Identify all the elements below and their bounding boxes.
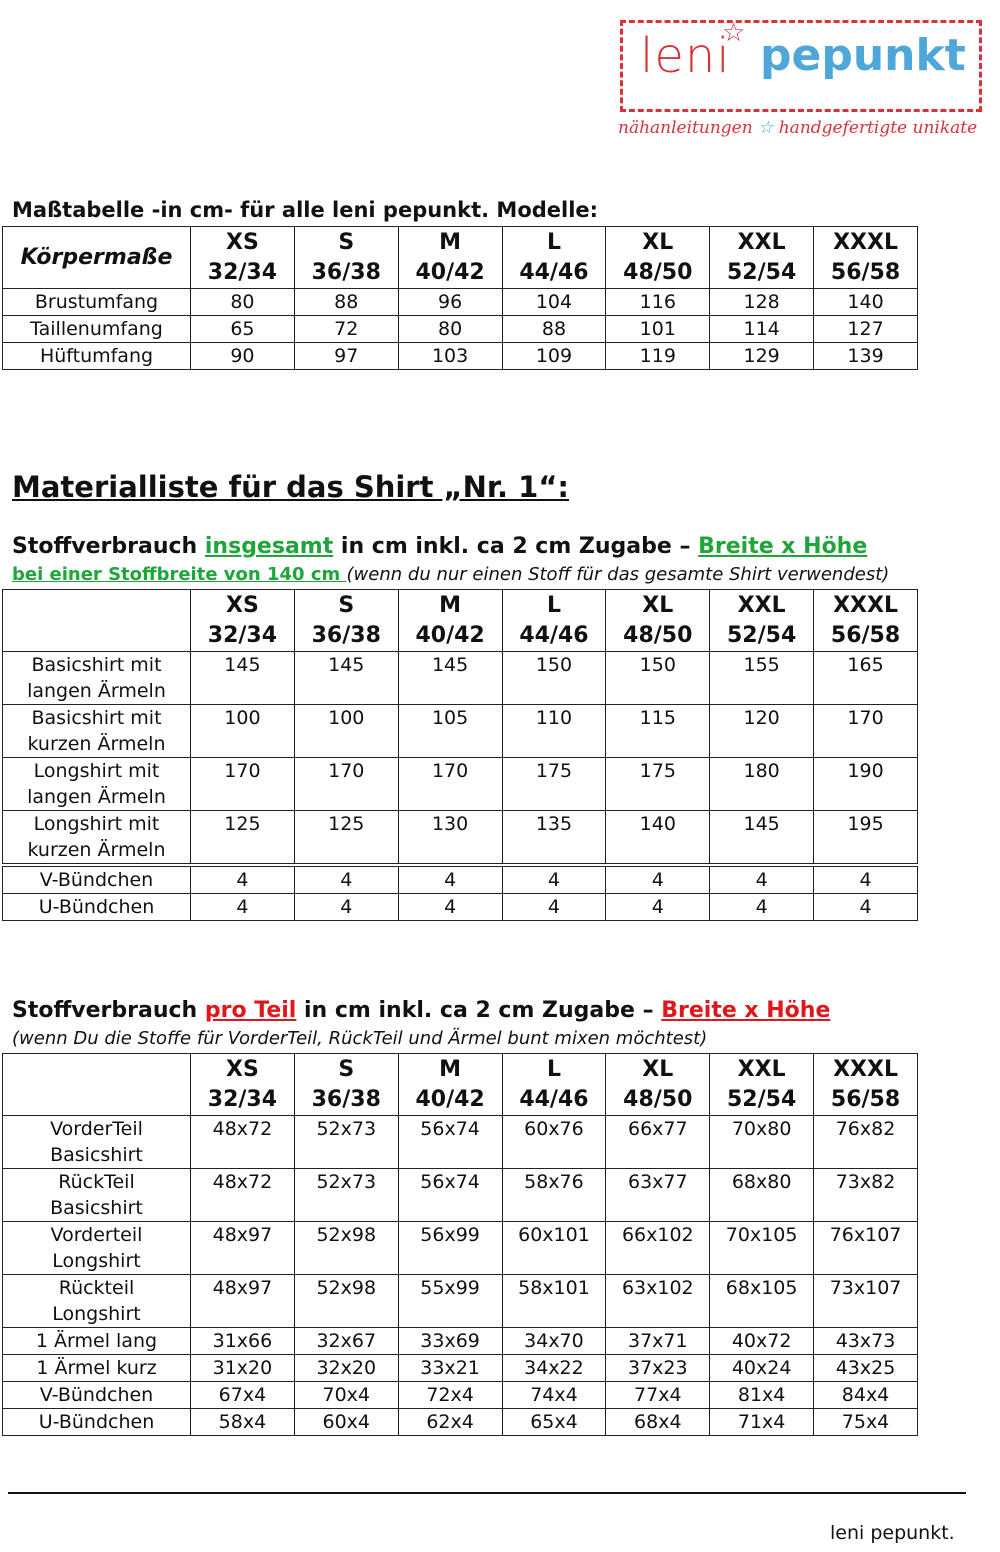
cell-value: 125 bbox=[191, 811, 295, 866]
size-header bbox=[814, 227, 918, 289]
total-sub-a: bei einer Stoffbreite von 140 cm bbox=[12, 564, 347, 585]
size-number: 40/42 bbox=[415, 259, 485, 285]
cell-value: 80 bbox=[398, 316, 502, 343]
table-row bbox=[3, 1222, 918, 1275]
cell-value: 165 bbox=[814, 652, 918, 705]
cell-value: 76x107 bbox=[814, 1222, 918, 1275]
footer-rule bbox=[8, 1492, 966, 1494]
size-letter: S bbox=[338, 592, 355, 618]
size-header bbox=[606, 1054, 710, 1116]
logo-leni: leni bbox=[640, 28, 731, 84]
cell-value: 127 bbox=[814, 316, 918, 343]
cell-value: 31x20 bbox=[191, 1355, 295, 1382]
size-header bbox=[606, 227, 710, 289]
cell-value: 62x4 bbox=[398, 1409, 502, 1436]
cell-value: 116 bbox=[606, 289, 710, 316]
measure-table bbox=[2, 226, 918, 370]
row-label-line: langen Ärmeln bbox=[27, 786, 166, 808]
row-label bbox=[3, 865, 191, 894]
cell-value: 40x24 bbox=[710, 1355, 814, 1382]
cell-value: 71x4 bbox=[710, 1409, 814, 1436]
size-number: 48/50 bbox=[623, 1086, 693, 1112]
total-title-c: in cm inkl. ca 2 cm Zugabe – bbox=[333, 534, 699, 559]
cell-value: 37x23 bbox=[606, 1355, 710, 1382]
row-label-line: V-Bündchen bbox=[39, 869, 154, 891]
cell-value: 103 bbox=[398, 343, 502, 370]
cell-value: 4 bbox=[606, 865, 710, 894]
table-row bbox=[3, 1275, 918, 1328]
cell-value: 76x82 bbox=[814, 1116, 918, 1169]
cell-value: 70x4 bbox=[294, 1382, 398, 1409]
total-title-b: insgesamt bbox=[204, 534, 334, 559]
cell-value: 4 bbox=[814, 894, 918, 921]
star-icon: ☆ bbox=[722, 18, 746, 48]
size-number: 56/58 bbox=[830, 1086, 901, 1112]
table-row bbox=[3, 705, 918, 758]
corner-label: Körpermaße bbox=[3, 227, 191, 289]
row-label-line: Rückteil bbox=[58, 1277, 135, 1299]
size-number: 32/34 bbox=[207, 622, 278, 648]
cell-value: 68x4 bbox=[606, 1409, 710, 1436]
size-number: 44/46 bbox=[519, 1086, 589, 1112]
size-letter: XXL bbox=[737, 1056, 786, 1082]
size-letter: XL bbox=[642, 229, 674, 255]
size-header bbox=[710, 590, 814, 652]
total-sub-b: (wenn du nur einen Stoff für das gesamte Shirt verwendest) bbox=[346, 564, 890, 585]
row-label bbox=[3, 1169, 191, 1222]
cell-value: 63x77 bbox=[606, 1169, 710, 1222]
size-number: 48/50 bbox=[623, 259, 693, 285]
cell-value: 129 bbox=[710, 343, 814, 370]
row-label bbox=[3, 316, 191, 343]
row-label-line: Taillenumfang bbox=[30, 318, 163, 340]
row-label-line: Longshirt mit bbox=[33, 813, 160, 835]
size-header bbox=[191, 590, 295, 652]
size-number: 52/54 bbox=[727, 1086, 797, 1112]
row-label bbox=[3, 1382, 191, 1409]
table-row bbox=[3, 343, 918, 370]
cell-value: 68x80 bbox=[710, 1169, 814, 1222]
table-row bbox=[3, 1355, 918, 1382]
cell-value: 33x21 bbox=[398, 1355, 502, 1382]
size-letter: S bbox=[338, 229, 355, 255]
size-header bbox=[502, 1054, 606, 1116]
size-number: 36/38 bbox=[311, 259, 381, 285]
row-label-line: 1 Ärmel lang bbox=[35, 1330, 158, 1352]
cell-value: 43x25 bbox=[814, 1355, 918, 1382]
size-number: 44/46 bbox=[519, 622, 589, 648]
cell-value: 128 bbox=[710, 289, 814, 316]
cell-value: 4 bbox=[710, 894, 814, 921]
size-letter: XS bbox=[226, 592, 259, 618]
table-row bbox=[3, 1169, 918, 1222]
cell-value: 170 bbox=[398, 758, 502, 811]
cell-value: 48x97 bbox=[191, 1275, 295, 1328]
size-header bbox=[398, 227, 502, 289]
size-number: 52/54 bbox=[727, 622, 797, 648]
cell-value: 80 bbox=[191, 289, 295, 316]
cell-value: 52x73 bbox=[294, 1169, 398, 1222]
size-letter: XXL bbox=[737, 592, 786, 618]
table-row bbox=[3, 758, 918, 811]
cell-value: 43x73 bbox=[814, 1328, 918, 1355]
cell-value: 73x107 bbox=[814, 1275, 918, 1328]
size-number: 36/38 bbox=[311, 1086, 381, 1112]
cell-value: 48x72 bbox=[191, 1116, 295, 1169]
cell-value: 145 bbox=[294, 652, 398, 705]
cell-value: 48x72 bbox=[191, 1169, 295, 1222]
size-number: 40/42 bbox=[415, 622, 485, 648]
cell-value: 4 bbox=[398, 894, 502, 921]
row-label-line: Longshirt bbox=[52, 1303, 141, 1325]
table-row bbox=[3, 316, 918, 343]
cell-value: 56x99 bbox=[398, 1222, 502, 1275]
row-label bbox=[3, 811, 191, 866]
row-label-line: Basicshirt bbox=[50, 1197, 143, 1219]
cell-value: 110 bbox=[502, 705, 606, 758]
cell-value: 170 bbox=[294, 758, 398, 811]
table-row bbox=[3, 652, 918, 705]
cell-value: 135 bbox=[502, 811, 606, 866]
cell-value: 155 bbox=[710, 652, 814, 705]
cell-value: 4 bbox=[502, 865, 606, 894]
row-label-line: VorderTeil bbox=[50, 1118, 143, 1140]
size-letter: XXXL bbox=[833, 229, 898, 255]
cell-value: 77x4 bbox=[606, 1382, 710, 1409]
cell-value: 72x4 bbox=[398, 1382, 502, 1409]
row-label-line: RückTeil bbox=[58, 1171, 135, 1193]
cell-value: 73x82 bbox=[814, 1169, 918, 1222]
cell-value: 84x4 bbox=[814, 1382, 918, 1409]
size-header bbox=[294, 590, 398, 652]
cell-value: 120 bbox=[710, 705, 814, 758]
size-header bbox=[710, 1054, 814, 1116]
cell-value: 4 bbox=[191, 894, 295, 921]
star-icon: ☆ bbox=[758, 118, 774, 138]
size-number: 48/50 bbox=[623, 622, 693, 648]
table-row bbox=[3, 894, 918, 921]
row-label-line: kurzen Ärmeln bbox=[27, 839, 166, 861]
size-letter: L bbox=[546, 1056, 561, 1082]
cell-value: 119 bbox=[606, 343, 710, 370]
cell-value: 31x66 bbox=[191, 1328, 295, 1355]
cell-value: 109 bbox=[502, 343, 606, 370]
total-title-a: Stoffverbrauch bbox=[12, 534, 205, 559]
cell-value: 145 bbox=[398, 652, 502, 705]
row-label-line: Basicshirt bbox=[50, 1144, 143, 1166]
row-label bbox=[3, 1409, 191, 1436]
part-title bbox=[12, 998, 830, 1023]
footer-brand: leni pepunkt. bbox=[830, 1522, 955, 1544]
total-title bbox=[12, 534, 867, 559]
row-label-line: Longshirt mit bbox=[33, 760, 160, 782]
cell-value: 4 bbox=[710, 865, 814, 894]
row-label bbox=[3, 1222, 191, 1275]
cell-value: 52x98 bbox=[294, 1222, 398, 1275]
row-label bbox=[3, 758, 191, 811]
size-number: 32/34 bbox=[207, 259, 278, 285]
material-title: Materialliste für das Shirt „Nr. 1“: bbox=[12, 470, 570, 504]
cell-value: 55x99 bbox=[398, 1275, 502, 1328]
cell-value: 58x4 bbox=[191, 1409, 295, 1436]
size-header bbox=[814, 590, 918, 652]
cell-value: 101 bbox=[606, 316, 710, 343]
size-letter: XL bbox=[642, 1056, 674, 1082]
row-label bbox=[3, 705, 191, 758]
cell-value: 81x4 bbox=[710, 1382, 814, 1409]
cell-value: 4 bbox=[606, 894, 710, 921]
cell-value: 74x4 bbox=[502, 1382, 606, 1409]
cell-value: 175 bbox=[606, 758, 710, 811]
corner-empty bbox=[3, 590, 191, 652]
row-label bbox=[3, 343, 191, 370]
cell-value: 100 bbox=[294, 705, 398, 758]
part-title-a: Stoffverbrauch bbox=[12, 998, 205, 1023]
cell-value: 66x77 bbox=[606, 1116, 710, 1169]
size-number: 36/38 bbox=[311, 622, 381, 648]
size-number: 56/58 bbox=[830, 259, 901, 285]
cell-value: 88 bbox=[294, 289, 398, 316]
cell-value: 52x98 bbox=[294, 1275, 398, 1328]
size-header bbox=[294, 1054, 398, 1116]
cell-value: 58x76 bbox=[502, 1169, 606, 1222]
row-label-line: 1 Ärmel kurz bbox=[36, 1357, 157, 1379]
size-header bbox=[502, 227, 606, 289]
cell-value: 40x72 bbox=[710, 1328, 814, 1355]
cell-value: 70x80 bbox=[710, 1116, 814, 1169]
cell-value: 52x73 bbox=[294, 1116, 398, 1169]
table-row bbox=[3, 1116, 918, 1169]
size-header bbox=[710, 227, 814, 289]
cell-value: 63x102 bbox=[606, 1275, 710, 1328]
cell-value: 56x74 bbox=[398, 1169, 502, 1222]
total-table bbox=[2, 589, 918, 921]
row-label-line: Longshirt bbox=[52, 1250, 141, 1272]
cell-value: 140 bbox=[814, 289, 918, 316]
cell-value: 75x4 bbox=[814, 1409, 918, 1436]
cell-value: 56x74 bbox=[398, 1116, 502, 1169]
cell-value: 48x97 bbox=[191, 1222, 295, 1275]
cell-value: 34x22 bbox=[502, 1355, 606, 1382]
size-number: 40/42 bbox=[415, 1086, 485, 1112]
corner-empty bbox=[3, 1054, 191, 1116]
row-label-line: kurzen Ärmeln bbox=[27, 733, 166, 755]
size-letter: XXXL bbox=[833, 1056, 898, 1082]
cell-value: 60x76 bbox=[502, 1116, 606, 1169]
tagline-right: handgefertigte unikate bbox=[778, 118, 978, 138]
row-label-line: Hüftumfang bbox=[39, 345, 154, 367]
cell-value: 32x67 bbox=[294, 1328, 398, 1355]
size-header bbox=[294, 227, 398, 289]
table-row bbox=[3, 865, 918, 894]
row-label bbox=[3, 1355, 191, 1382]
cell-value: 125 bbox=[294, 811, 398, 866]
cell-value: 96 bbox=[398, 289, 502, 316]
size-header bbox=[398, 1054, 502, 1116]
size-header bbox=[191, 1054, 295, 1116]
row-label-line: Vorderteil bbox=[50, 1224, 143, 1246]
cell-value: 97 bbox=[294, 343, 398, 370]
size-letter: L bbox=[546, 592, 561, 618]
size-header bbox=[814, 1054, 918, 1116]
table-row bbox=[3, 1382, 918, 1409]
cell-value: 4 bbox=[814, 865, 918, 894]
size-number: 44/46 bbox=[519, 259, 589, 285]
size-header bbox=[398, 590, 502, 652]
cell-value: 72 bbox=[294, 316, 398, 343]
cell-value: 145 bbox=[191, 652, 295, 705]
cell-value: 32x20 bbox=[294, 1355, 398, 1382]
size-header bbox=[606, 590, 710, 652]
cell-value: 100 bbox=[191, 705, 295, 758]
row-label bbox=[3, 1275, 191, 1328]
row-label bbox=[3, 289, 191, 316]
total-title-d: Breite x Höhe bbox=[698, 534, 868, 559]
row-label-line: U-Bündchen bbox=[38, 1411, 155, 1433]
cell-value: 130 bbox=[398, 811, 502, 866]
size-number: 32/34 bbox=[207, 1086, 278, 1112]
tagline-left: nähanleitungen bbox=[618, 118, 753, 138]
cell-value: 4 bbox=[398, 865, 502, 894]
cell-value: 4 bbox=[191, 865, 295, 894]
row-label-line: Brustumfang bbox=[34, 291, 159, 313]
row-label bbox=[3, 1116, 191, 1169]
size-number: 52/54 bbox=[727, 259, 797, 285]
table-row bbox=[3, 289, 918, 316]
cell-value: 115 bbox=[606, 705, 710, 758]
size-letter: M bbox=[439, 1056, 462, 1082]
logo-pepunkt: pepunkt bbox=[760, 30, 966, 81]
cell-value: 4 bbox=[294, 865, 398, 894]
row-label-line: langen Ärmeln bbox=[27, 680, 166, 702]
cell-value: 170 bbox=[814, 705, 918, 758]
row-label-line: V-Bündchen bbox=[39, 1384, 154, 1406]
cell-value: 145 bbox=[710, 811, 814, 866]
cell-value: 4 bbox=[294, 894, 398, 921]
measure-title: Maßtabelle -in cm- für alle leni pepunkt. Modelle: bbox=[12, 198, 599, 222]
cell-value: 70x105 bbox=[710, 1222, 814, 1275]
cell-value: 104 bbox=[502, 289, 606, 316]
row-label-line: Basicshirt mit bbox=[31, 707, 162, 729]
size-letter: L bbox=[546, 229, 561, 255]
cell-value: 195 bbox=[814, 811, 918, 866]
cell-value: 180 bbox=[710, 758, 814, 811]
size-header bbox=[502, 590, 606, 652]
cell-value: 33x69 bbox=[398, 1328, 502, 1355]
row-label-line: U-Bündchen bbox=[38, 896, 155, 918]
size-number: 56/58 bbox=[830, 622, 901, 648]
table-row bbox=[3, 1328, 918, 1355]
row-label bbox=[3, 652, 191, 705]
size-header bbox=[191, 227, 295, 289]
cell-value: 67x4 bbox=[191, 1382, 295, 1409]
table-row bbox=[3, 1409, 918, 1436]
cell-value: 175 bbox=[502, 758, 606, 811]
part-table bbox=[2, 1053, 918, 1436]
cell-value: 34x70 bbox=[502, 1328, 606, 1355]
cell-value: 150 bbox=[606, 652, 710, 705]
part-title-c: in cm inkl. ca 2 cm Zugabe – bbox=[296, 998, 662, 1023]
part-subtitle: (wenn Du die Stoffe für VorderTeil, RückTeil und Ärmel bunt mixen möchtest) bbox=[12, 1028, 708, 1049]
part-title-b: pro Teil bbox=[204, 998, 297, 1023]
cell-value: 190 bbox=[814, 758, 918, 811]
size-letter: XS bbox=[226, 229, 259, 255]
size-letter: M bbox=[439, 592, 462, 618]
cell-value: 60x4 bbox=[294, 1409, 398, 1436]
cell-value: 65x4 bbox=[502, 1409, 606, 1436]
cell-value: 60x101 bbox=[502, 1222, 606, 1275]
total-subtitle bbox=[12, 564, 889, 585]
size-letter: M bbox=[439, 229, 462, 255]
row-label-line: Basicshirt mit bbox=[31, 654, 162, 676]
row-label bbox=[3, 894, 191, 921]
cell-value: 139 bbox=[814, 343, 918, 370]
row-label bbox=[3, 1328, 191, 1355]
cell-value: 114 bbox=[710, 316, 814, 343]
cell-value: 4 bbox=[502, 894, 606, 921]
size-letter: XXL bbox=[737, 229, 786, 255]
cell-value: 37x71 bbox=[606, 1328, 710, 1355]
size-letter: XS bbox=[226, 1056, 259, 1082]
cell-value: 140 bbox=[606, 811, 710, 866]
cell-value: 65 bbox=[191, 316, 295, 343]
cell-value: 90 bbox=[191, 343, 295, 370]
cell-value: 58x101 bbox=[502, 1275, 606, 1328]
cell-value: 68x105 bbox=[710, 1275, 814, 1328]
part-title-d: Breite x Höhe bbox=[661, 998, 831, 1023]
cell-value: 88 bbox=[502, 316, 606, 343]
table-row bbox=[3, 811, 918, 866]
cell-value: 170 bbox=[191, 758, 295, 811]
cell-value: 66x102 bbox=[606, 1222, 710, 1275]
cell-value: 105 bbox=[398, 705, 502, 758]
size-letter: XXXL bbox=[833, 592, 898, 618]
logo-tagline bbox=[618, 118, 988, 138]
size-letter: XL bbox=[642, 592, 674, 618]
cell-value: 150 bbox=[502, 652, 606, 705]
size-letter: S bbox=[338, 1056, 355, 1082]
